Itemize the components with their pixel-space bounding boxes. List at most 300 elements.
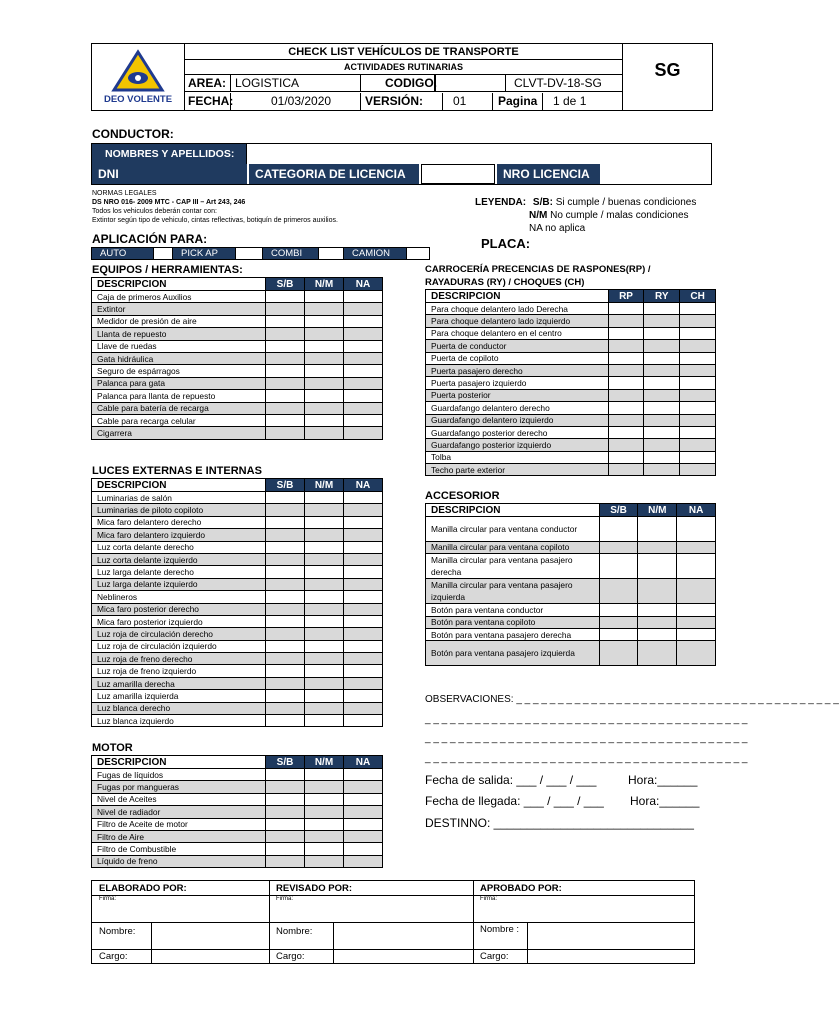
fecha-salida[interactable]: Fecha de salida: ___ / ___ / ___ bbox=[425, 773, 597, 787]
desc-header: DESCRIPCION bbox=[426, 504, 600, 517]
table-row bbox=[426, 541, 716, 553]
check-cell[interactable] bbox=[344, 529, 383, 541]
check-cell[interactable] bbox=[344, 615, 383, 627]
check-cell[interactable] bbox=[266, 640, 305, 652]
check-cell[interactable] bbox=[305, 402, 344, 414]
check-cell[interactable] bbox=[266, 427, 305, 439]
nombres-field[interactable] bbox=[247, 144, 712, 164]
option-combi[interactable]: COMBI bbox=[263, 248, 318, 259]
row-label: Luz roja de freno izquierdo bbox=[92, 665, 266, 677]
check-cell[interactable] bbox=[344, 793, 383, 805]
check-cell[interactable] bbox=[344, 702, 383, 714]
checkbox-auto[interactable] bbox=[153, 248, 173, 259]
table-row bbox=[92, 427, 383, 439]
check-cell[interactable] bbox=[266, 830, 305, 842]
elaborado-label: ELABORADO POR: bbox=[92, 881, 270, 896]
check-cell[interactable] bbox=[608, 315, 644, 327]
check-cell[interactable] bbox=[608, 327, 644, 339]
check-cell[interactable] bbox=[305, 365, 344, 377]
table-row bbox=[92, 365, 383, 377]
table-row bbox=[426, 340, 716, 352]
row-label: Luz roja de circulación izquierdo bbox=[92, 640, 266, 652]
check-cell[interactable] bbox=[266, 365, 305, 377]
check-cell[interactable] bbox=[599, 628, 638, 640]
table-row bbox=[92, 653, 383, 665]
elaborado-cargo-field[interactable] bbox=[152, 950, 270, 964]
check-cell[interactable] bbox=[305, 566, 344, 578]
check-cell[interactable] bbox=[344, 690, 383, 702]
header-row-area bbox=[185, 75, 622, 92]
check-cell[interactable] bbox=[305, 541, 344, 553]
check-cell[interactable] bbox=[266, 690, 305, 702]
check-cell[interactable] bbox=[344, 352, 383, 364]
check-cell[interactable] bbox=[344, 603, 383, 615]
row-label: Nivel de Aceites bbox=[92, 793, 266, 805]
check-cell[interactable] bbox=[305, 806, 344, 818]
check-cell[interactable] bbox=[305, 818, 344, 830]
row-label: Cigarrera bbox=[92, 427, 266, 439]
check-cell[interactable] bbox=[305, 628, 344, 640]
table-row bbox=[92, 769, 383, 781]
check-cell[interactable] bbox=[305, 793, 344, 805]
table-row bbox=[92, 628, 383, 640]
check-cell[interactable] bbox=[305, 640, 344, 652]
check-cell[interactable] bbox=[305, 427, 344, 439]
dni-label: DNI bbox=[92, 164, 247, 184]
check-cell[interactable] bbox=[680, 377, 716, 389]
check-cell[interactable] bbox=[680, 327, 716, 339]
aplicacion-options bbox=[91, 247, 430, 260]
check-cell[interactable] bbox=[680, 464, 716, 476]
table-row bbox=[92, 328, 383, 340]
check-cell[interactable] bbox=[266, 541, 305, 553]
check-cell[interactable] bbox=[680, 352, 716, 364]
check-cell[interactable] bbox=[305, 291, 344, 303]
row-label: Luz amarilla derecha bbox=[92, 677, 266, 689]
check-cell[interactable] bbox=[305, 830, 344, 842]
check-cell[interactable] bbox=[680, 364, 716, 376]
row-label: Puerta pasajero izquierdo bbox=[426, 377, 609, 389]
document-subtitle: ACTIVIDADES RUTINARIAS bbox=[185, 60, 622, 75]
check-cell[interactable] bbox=[266, 377, 305, 389]
check-cell[interactable] bbox=[680, 303, 716, 315]
check-cell[interactable] bbox=[344, 628, 383, 640]
check-cell[interactable] bbox=[305, 529, 344, 541]
option-camion[interactable]: CAMION bbox=[344, 248, 406, 259]
check-cell[interactable] bbox=[644, 364, 680, 376]
check-cell[interactable] bbox=[344, 377, 383, 389]
check-cell[interactable] bbox=[305, 303, 344, 315]
col-header: S/B bbox=[266, 479, 305, 492]
check-cell[interactable] bbox=[344, 566, 383, 578]
check-cell[interactable] bbox=[305, 653, 344, 665]
row-label: Puerta posterior bbox=[426, 389, 609, 401]
destino[interactable]: DESTINNO: ______________________________ bbox=[425, 816, 694, 830]
desc-header: DESCRIPCION bbox=[92, 756, 266, 769]
table-row bbox=[426, 364, 716, 376]
check-cell[interactable] bbox=[305, 328, 344, 340]
check-cell[interactable] bbox=[677, 604, 716, 616]
company-logo bbox=[92, 44, 185, 110]
hora-llegada[interactable]: Hora:______ bbox=[630, 794, 700, 808]
check-cell[interactable] bbox=[266, 328, 305, 340]
check-cell[interactable] bbox=[305, 615, 344, 627]
check-cell[interactable] bbox=[644, 303, 680, 315]
check-cell[interactable] bbox=[680, 451, 716, 463]
table-row bbox=[426, 352, 716, 364]
check-cell[interactable] bbox=[344, 578, 383, 590]
pagina-value: 1 de 1 bbox=[553, 94, 587, 108]
check-cell[interactable] bbox=[305, 715, 344, 727]
row-label: Para choque delantero en el centro bbox=[426, 327, 609, 339]
checkbox-camion[interactable] bbox=[406, 248, 429, 259]
check-cell[interactable] bbox=[344, 303, 383, 315]
normas-legales: NORMAS LEGALES DS NRO 016- 2009 MTC - CAP III – Art 243, 246 Todos los vehiculos deberán contar con: Extintor según tipo de vehiculo, cintas reflectivas, botiquín de primeros auxilios. bbox=[92, 190, 338, 224]
check-cell[interactable] bbox=[344, 402, 383, 414]
table-row bbox=[92, 303, 383, 315]
check-cell[interactable] bbox=[644, 340, 680, 352]
check-cell[interactable] bbox=[638, 628, 677, 640]
check-cell[interactable] bbox=[344, 516, 383, 528]
elaborado-cargo-label: Cargo: bbox=[92, 950, 152, 964]
check-cell[interactable] bbox=[305, 504, 344, 516]
table-row bbox=[92, 715, 383, 727]
check-cell[interactable] bbox=[599, 616, 638, 628]
check-cell[interactable] bbox=[608, 389, 644, 401]
row-label: Luz blanca derecho bbox=[92, 702, 266, 714]
check-cell[interactable] bbox=[608, 451, 644, 463]
row-label: Luminarias de salón bbox=[92, 492, 266, 504]
check-cell[interactable] bbox=[266, 793, 305, 805]
check-cell[interactable] bbox=[266, 591, 305, 603]
check-cell[interactable] bbox=[677, 579, 716, 604]
check-cell[interactable] bbox=[344, 553, 383, 565]
check-cell[interactable] bbox=[266, 352, 305, 364]
luces-table bbox=[91, 478, 383, 727]
check-cell[interactable] bbox=[266, 855, 305, 867]
check-cell[interactable] bbox=[266, 402, 305, 414]
check-cell[interactable] bbox=[266, 781, 305, 793]
check-cell[interactable] bbox=[344, 640, 383, 652]
check-cell[interactable] bbox=[344, 818, 383, 830]
check-cell[interactable] bbox=[266, 566, 305, 578]
row-label: Manilla circular para ventana pasajero derecha bbox=[426, 554, 600, 579]
check-cell[interactable] bbox=[608, 414, 644, 426]
check-cell[interactable] bbox=[644, 414, 680, 426]
check-cell[interactable] bbox=[344, 781, 383, 793]
check-cell[interactable] bbox=[305, 591, 344, 603]
check-cell[interactable] bbox=[599, 604, 638, 616]
check-cell[interactable] bbox=[680, 315, 716, 327]
elaborado-nombre-field[interactable] bbox=[152, 923, 270, 950]
check-cell[interactable] bbox=[305, 315, 344, 327]
check-cell[interactable] bbox=[677, 541, 716, 553]
row-label: Botón para ventana pasajero derecha bbox=[426, 628, 600, 640]
col-header: S/B bbox=[266, 278, 305, 291]
check-cell[interactable] bbox=[608, 464, 644, 476]
check-cell[interactable] bbox=[266, 677, 305, 689]
check-cell[interactable] bbox=[599, 517, 638, 542]
check-cell[interactable] bbox=[305, 377, 344, 389]
check-cell[interactable] bbox=[638, 517, 677, 542]
check-cell[interactable] bbox=[608, 364, 644, 376]
check-cell[interactable] bbox=[305, 340, 344, 352]
row-label: Luz roja de freno derecho bbox=[92, 653, 266, 665]
row-label: Puerta de conductor bbox=[426, 340, 609, 352]
check-cell[interactable] bbox=[266, 769, 305, 781]
check-cell[interactable] bbox=[266, 504, 305, 516]
table-row bbox=[92, 340, 383, 352]
check-cell[interactable] bbox=[266, 843, 305, 855]
check-cell[interactable] bbox=[266, 615, 305, 627]
check-cell[interactable] bbox=[266, 715, 305, 727]
check-cell[interactable] bbox=[344, 390, 383, 402]
check-cell[interactable] bbox=[680, 414, 716, 426]
check-cell[interactable] bbox=[266, 390, 305, 402]
carroceria-table bbox=[425, 289, 716, 476]
check-cell[interactable] bbox=[305, 702, 344, 714]
col-header: S/B bbox=[599, 504, 638, 517]
row-label: Guardafango delantero derecho bbox=[426, 402, 609, 414]
option-auto[interactable]: AUTO bbox=[92, 248, 153, 259]
checkbox-combi[interactable] bbox=[318, 248, 344, 259]
check-cell[interactable] bbox=[680, 426, 716, 438]
row-label: Luz larga delante derecho bbox=[92, 566, 266, 578]
check-cell[interactable] bbox=[305, 578, 344, 590]
revisado-firma[interactable]: Firma: bbox=[270, 896, 474, 923]
check-cell[interactable] bbox=[305, 690, 344, 702]
conductor-title: CONDUCTOR: bbox=[92, 127, 174, 141]
check-cell[interactable] bbox=[344, 843, 383, 855]
check-cell[interactable] bbox=[344, 414, 383, 426]
leyenda: LEYENDA: S/B: Si cumple / buenas condiciones N/M No cumple / malas condiciones NA no aplica bbox=[475, 197, 697, 234]
row-label: Palanca para gata bbox=[92, 377, 266, 389]
aprobado-nombre-label: Nombre : bbox=[474, 923, 528, 950]
check-cell[interactable] bbox=[305, 677, 344, 689]
row-label: Neblineros bbox=[92, 591, 266, 603]
check-cell[interactable] bbox=[266, 340, 305, 352]
check-cell[interactable] bbox=[305, 665, 344, 677]
row-label: Luz corta delante derecho bbox=[92, 541, 266, 553]
signature-block bbox=[91, 880, 695, 964]
aprobado-firma[interactable]: Firma: bbox=[474, 896, 694, 923]
check-cell[interactable] bbox=[266, 653, 305, 665]
row-label: Mica faro delantero derecho bbox=[92, 516, 266, 528]
check-cell[interactable] bbox=[608, 426, 644, 438]
check-cell[interactable] bbox=[305, 769, 344, 781]
row-label: Fugas por mangueras bbox=[92, 781, 266, 793]
check-cell[interactable] bbox=[344, 855, 383, 867]
row-label: Líquido de freno bbox=[92, 855, 266, 867]
check-cell[interactable] bbox=[344, 830, 383, 842]
check-cell[interactable] bbox=[266, 529, 305, 541]
motor-title: MOTOR bbox=[92, 742, 133, 754]
check-cell[interactable] bbox=[608, 402, 644, 414]
check-cell[interactable] bbox=[305, 843, 344, 855]
area-value: LOGISTICA bbox=[231, 75, 361, 92]
check-cell[interactable] bbox=[680, 402, 716, 414]
svg-text:DEO VOLENTE: DEO VOLENTE bbox=[103, 94, 173, 105]
check-cell[interactable] bbox=[305, 855, 344, 867]
desc-header: DESCRIPCION bbox=[92, 479, 266, 492]
revisado-label: REVISADO POR: bbox=[270, 881, 474, 896]
check-cell[interactable] bbox=[305, 352, 344, 364]
check-cell[interactable] bbox=[266, 315, 305, 327]
check-cell[interactable] bbox=[266, 291, 305, 303]
row-label: Botón para ventana copiloto bbox=[426, 616, 600, 628]
check-cell[interactable] bbox=[266, 628, 305, 640]
table-row bbox=[92, 578, 383, 590]
fecha-llegada[interactable]: Fecha de llegada: ___ / ___ / ___ bbox=[425, 794, 604, 808]
check-cell[interactable] bbox=[266, 806, 305, 818]
table-row bbox=[426, 628, 716, 640]
check-cell[interactable] bbox=[266, 665, 305, 677]
check-cell[interactable] bbox=[344, 665, 383, 677]
check-cell[interactable] bbox=[608, 377, 644, 389]
check-cell[interactable] bbox=[638, 554, 677, 579]
check-cell[interactable] bbox=[305, 492, 344, 504]
check-cell[interactable] bbox=[266, 492, 305, 504]
table-row bbox=[426, 315, 716, 327]
table-row bbox=[92, 352, 383, 364]
categoria-field[interactable] bbox=[421, 164, 495, 184]
check-cell[interactable] bbox=[677, 641, 716, 666]
table-row bbox=[426, 464, 716, 476]
check-cell[interactable] bbox=[677, 628, 716, 640]
check-cell[interactable] bbox=[266, 303, 305, 315]
check-cell[interactable] bbox=[344, 541, 383, 553]
codigo-label: CODIGO. bbox=[361, 75, 435, 92]
check-cell[interactable] bbox=[677, 554, 716, 579]
row-label: Guardafango posterior derecho bbox=[426, 426, 609, 438]
check-cell[interactable] bbox=[266, 578, 305, 590]
table-row bbox=[92, 553, 383, 565]
check-cell[interactable] bbox=[305, 414, 344, 426]
row-label: Caja de primeros Auxilios bbox=[92, 291, 266, 303]
check-cell[interactable] bbox=[599, 579, 638, 604]
check-cell[interactable] bbox=[344, 715, 383, 727]
check-cell[interactable] bbox=[677, 616, 716, 628]
check-cell[interactable] bbox=[266, 603, 305, 615]
row-label: Manilla circular para ventana copiloto bbox=[426, 541, 600, 553]
check-cell[interactable] bbox=[638, 616, 677, 628]
check-cell[interactable] bbox=[266, 702, 305, 714]
check-cell[interactable] bbox=[266, 553, 305, 565]
table-row bbox=[426, 426, 716, 438]
revisado-cargo-field[interactable] bbox=[334, 950, 474, 964]
check-cell[interactable] bbox=[608, 340, 644, 352]
check-cell[interactable] bbox=[344, 328, 383, 340]
check-cell[interactable] bbox=[644, 327, 680, 339]
row-label: Luz blanca izquierdo bbox=[92, 715, 266, 727]
aprobado-nombre-field[interactable] bbox=[528, 923, 694, 950]
check-cell[interactable] bbox=[608, 303, 644, 315]
check-cell[interactable] bbox=[344, 492, 383, 504]
check-cell[interactable] bbox=[344, 769, 383, 781]
check-cell[interactable] bbox=[638, 541, 677, 553]
row-label: Puerta de copiloto bbox=[426, 352, 609, 364]
col-header: NA bbox=[677, 504, 716, 517]
check-cell[interactable] bbox=[344, 340, 383, 352]
check-cell[interactable] bbox=[608, 352, 644, 364]
check-cell[interactable] bbox=[644, 315, 680, 327]
row-label: Techo parte exterior bbox=[426, 464, 609, 476]
check-cell[interactable] bbox=[599, 641, 638, 666]
check-cell[interactable] bbox=[305, 603, 344, 615]
table-row bbox=[92, 504, 383, 516]
check-cell[interactable] bbox=[344, 806, 383, 818]
check-cell[interactable] bbox=[644, 451, 680, 463]
check-cell[interactable] bbox=[680, 439, 716, 451]
carroceria-title: CARROCERÍA PRECENCIAS DE RASPONES(RP) / RAYADURAS (RY) / CHOQUES (CH) bbox=[425, 264, 651, 288]
check-cell[interactable] bbox=[344, 591, 383, 603]
table-row bbox=[92, 818, 383, 830]
check-cell[interactable] bbox=[305, 553, 344, 565]
table-row bbox=[92, 640, 383, 652]
hora-salida[interactable]: Hora:______ bbox=[628, 773, 698, 787]
col-header: RY bbox=[644, 290, 680, 303]
check-cell[interactable] bbox=[344, 291, 383, 303]
check-cell[interactable] bbox=[305, 390, 344, 402]
check-cell[interactable] bbox=[305, 516, 344, 528]
check-cell[interactable] bbox=[608, 439, 644, 451]
check-cell[interactable] bbox=[644, 377, 680, 389]
revisado-nombre-field[interactable] bbox=[334, 923, 474, 950]
check-cell[interactable] bbox=[599, 541, 638, 553]
table-row bbox=[92, 566, 383, 578]
check-cell[interactable] bbox=[599, 554, 638, 579]
check-cell[interactable] bbox=[644, 402, 680, 414]
check-cell[interactable] bbox=[344, 677, 383, 689]
check-cell[interactable] bbox=[677, 517, 716, 542]
check-cell[interactable] bbox=[266, 414, 305, 426]
version-label: VERSIÓN: bbox=[361, 93, 443, 110]
table-row bbox=[92, 806, 383, 818]
option-pickup[interactable]: PICK AP bbox=[173, 248, 235, 259]
row-label: Para choque delantero lado Derecha bbox=[426, 303, 609, 315]
row-label: Botón para ventana conductor bbox=[426, 604, 600, 616]
check-cell[interactable] bbox=[644, 439, 680, 451]
table-row bbox=[426, 579, 716, 604]
check-cell[interactable] bbox=[344, 504, 383, 516]
check-cell[interactable] bbox=[644, 389, 680, 401]
check-cell[interactable] bbox=[644, 426, 680, 438]
check-cell[interactable] bbox=[266, 818, 305, 830]
check-cell[interactable] bbox=[305, 781, 344, 793]
check-cell[interactable] bbox=[638, 604, 677, 616]
checkbox-pickup[interactable] bbox=[235, 248, 263, 259]
check-cell[interactable] bbox=[344, 315, 383, 327]
observaciones[interactable]: OBSERVACIONES: _ _ _ _ _ _ _ _ _ _ _ _ _ _ _ _ _ _ _ _ _ _ _ _ _ _ _ _ _ _ _ _ _ _ _ _ _ _ _ _ _ _ _ _ _ _ _ _ _ _ _ _ _ _ _ _ _ _ _ _ _ _ _ _ _ _ _ _ _ _ _ _ _ _ _ _ _ _ _ _ _ _ _ _ _ _ _ _ _ _ _ _ _ _ _ _ _ _ _ _ _ _ _ _ _ _ _ _ _ _ _ _ _ _ _ _ _ _ _ _ _ _ _ _ _ _ _ _ _ _ _ _ _ _ _ _ _ _ _ _ _ _ _ _ _ _ _ _ _ _ _ _ _ _ _ _ bbox=[425, 694, 839, 764]
check-cell[interactable] bbox=[680, 340, 716, 352]
table-row bbox=[92, 390, 383, 402]
check-cell[interactable] bbox=[266, 516, 305, 528]
check-cell[interactable] bbox=[680, 389, 716, 401]
check-cell[interactable] bbox=[638, 641, 677, 666]
aprobado-cargo-label: Cargo: bbox=[474, 950, 528, 964]
check-cell[interactable] bbox=[638, 579, 677, 604]
aprobado-cargo-field[interactable] bbox=[528, 950, 694, 964]
nro-licencia-field[interactable] bbox=[600, 164, 712, 184]
table-row bbox=[92, 781, 383, 793]
check-cell[interactable] bbox=[644, 352, 680, 364]
elaborado-firma[interactable]: Firma: bbox=[92, 896, 270, 923]
check-cell[interactable] bbox=[344, 365, 383, 377]
desc-header: DESCRIPCION bbox=[92, 278, 266, 291]
check-cell[interactable] bbox=[344, 427, 383, 439]
check-cell[interactable] bbox=[344, 653, 383, 665]
check-cell[interactable] bbox=[644, 464, 680, 476]
